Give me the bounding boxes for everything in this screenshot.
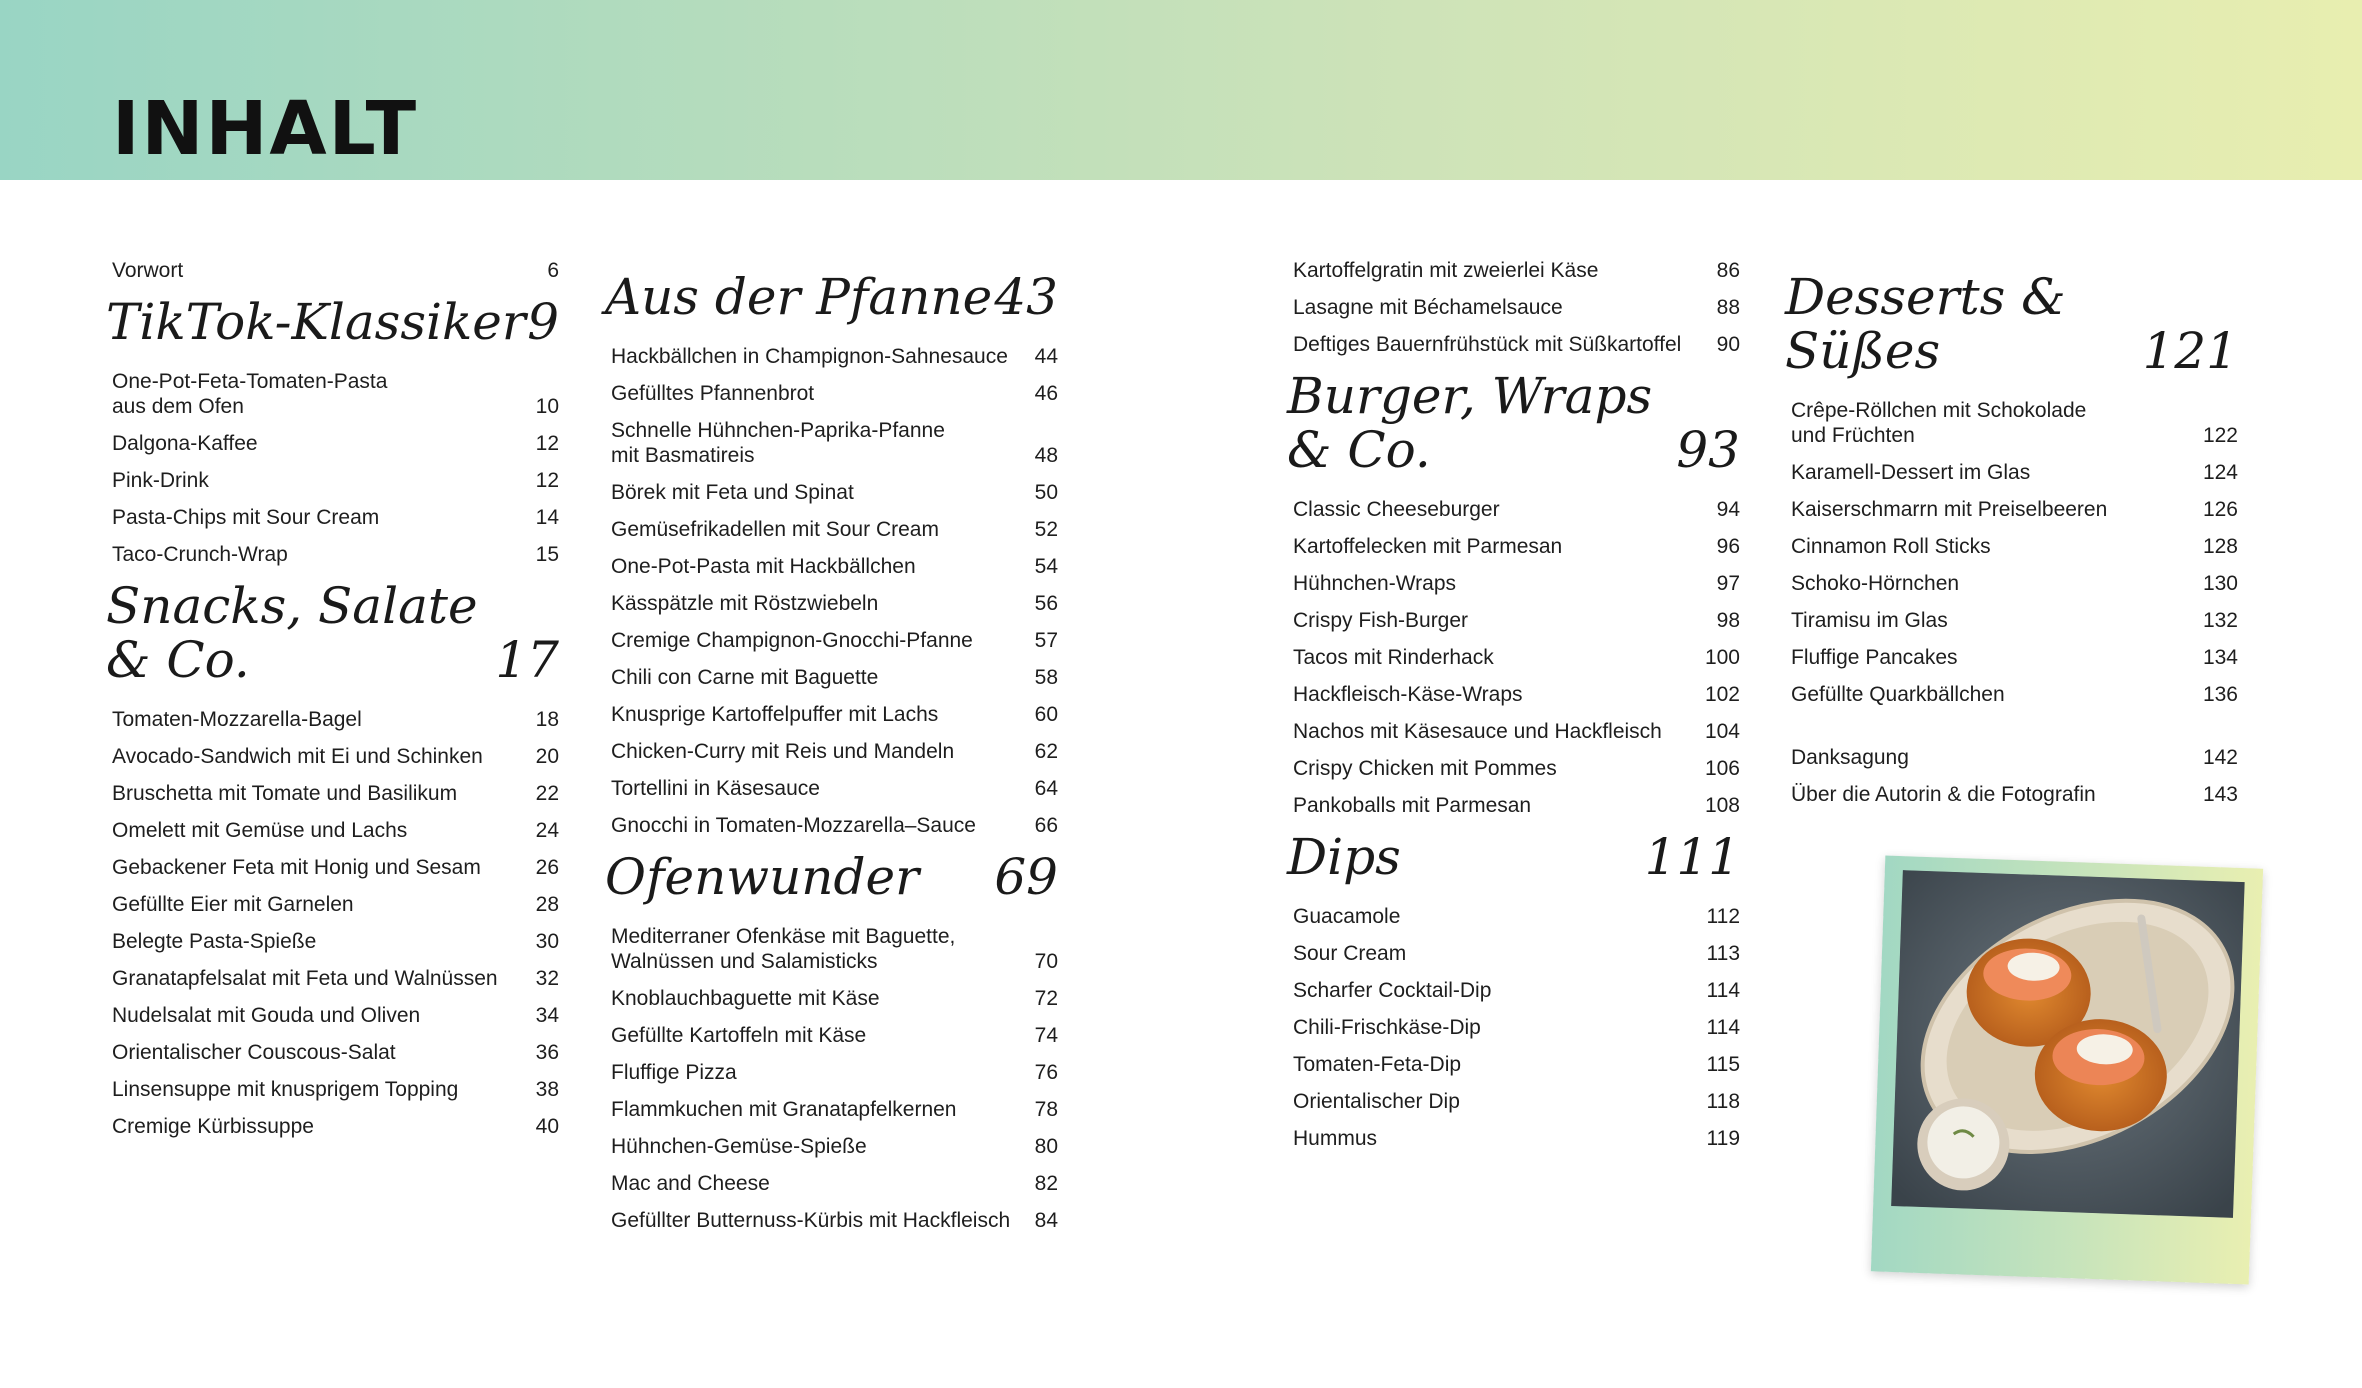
recipe-title: Karamell-Dessert im Glas [1791,461,2031,484]
page-number: 132 [2202,609,2238,632]
toc-entry[interactable] [1293,645,1740,670]
page-number: 94 [1716,498,1740,521]
recipe-title: Fluffige Pancakes [1791,646,1958,669]
toc-entry[interactable] [112,929,559,954]
toc-entry[interactable] [611,628,1058,653]
toc-entry[interactable] [611,1023,1058,1048]
recipe-title: Mac and Cheese [611,1172,770,1195]
page-number: 6 [547,259,559,282]
recipe-title: Kaiserschmarrn mit Preiselbeeren [1791,498,2108,521]
page-number: 143 [2202,783,2238,806]
page-number: 66 [1034,814,1058,837]
recipe-title: Sour Cream [1293,942,1407,965]
toc-entry[interactable] [112,258,559,283]
toc-entry[interactable] [112,468,559,493]
page-number: 10 [535,395,559,418]
toc-entry[interactable] [1293,332,1740,357]
toc-entry[interactable] [1293,258,1740,283]
recipe-title: Gefüllter Butternuss-Kürbis mit Hackfleisch [611,1209,1011,1232]
page-number: 44 [1034,345,1058,368]
recipe-title: Flammkuchen mit Granatapfelkernen [611,1098,957,1121]
page-number: 114 [1706,979,1740,1002]
toc-entry[interactable] [611,702,1058,727]
recipe-title: Schnelle Hühnchen-Paprika-Pfanne mit Basmatireis [611,419,945,467]
page-number: 97 [1716,572,1740,595]
page-number: 96 [1716,535,1740,558]
page-number: 78 [1034,1098,1058,1121]
page-number: 36 [535,1041,559,1064]
page-number: 69 [994,848,1058,906]
toc-entry[interactable] [1293,682,1740,707]
food-photo-illustration [1891,870,2245,1218]
page-number: 62 [1034,740,1058,763]
toc-entry[interactable] [1791,645,2238,670]
recipe-title: Hummus [1293,1127,1378,1150]
toc-entry[interactable] [1791,608,2238,633]
toc-entry[interactable] [611,739,1058,764]
recipe-title: Tomaten-Mozzarella-Bagel [112,708,362,731]
toc-entry[interactable] [112,1003,559,1028]
toc-entry[interactable] [1293,608,1740,633]
toc-entry[interactable] [112,1040,559,1065]
toc-entry[interactable] [611,1097,1058,1122]
toc-entry[interactable] [1293,571,1740,596]
toc-entry[interactable] [1293,1015,1740,1040]
page-number: 100 [1704,646,1740,669]
recipe-title: Classic Cheeseburger [1293,498,1500,521]
toc-entry[interactable] [611,1171,1058,1196]
toc-entry[interactable] [112,892,559,917]
page-number: 115 [1706,1053,1740,1076]
toc-column-2 [605,258,1058,1245]
recipe-title: Guacamole [1293,905,1401,928]
recipe-title: Crispy Chicken mit Pommes [1293,757,1557,780]
toc-entry[interactable] [611,813,1058,838]
page-number: 17 [495,631,559,689]
page-number: 119 [1706,1127,1740,1150]
toc-entry[interactable] [611,344,1058,369]
recipe-title: Mediterraner Ofenkäse mit Baguette, Walnüssen und Salamisticks [611,925,956,973]
toc-entry[interactable] [1293,1052,1740,1077]
toc-entry[interactable] [1791,782,2238,807]
recipe-title: Gefülltes Pfannenbrot [611,382,815,405]
section-title: Dips [1287,828,1401,886]
page-number: 112 [1706,905,1740,928]
toc-entry[interactable] [112,818,559,843]
recipe-title: Deftiges Bauernfrühstück mit Süßkartoffel [1293,333,1682,356]
page-number: 88 [1716,296,1740,319]
toc-entry[interactable] [1293,756,1740,781]
recipe-title: Hühnchen-Gemüse-Spieße [611,1135,867,1158]
page-number: 56 [1034,592,1058,615]
page-number: 38 [535,1078,559,1101]
page-number: 22 [535,782,559,805]
toc-column-3 [1287,258,1740,1163]
recipe-title: Nachos mit Käsesauce und Hackfleisch [1293,720,1662,743]
recipe-title: Tortellini in Käsesauce [611,777,820,800]
page-number: 121 [2142,322,2238,380]
page-number: 90 [1716,333,1740,356]
recipe-title: Cinnamon Roll Sticks [1791,535,1991,558]
toc-entry[interactable] [611,665,1058,690]
section-title: Snacks, Salate & Co. [106,577,478,689]
recipe-title: Taco-Crunch-Wrap [112,543,288,566]
page-number: 60 [1034,703,1058,726]
page-number: 86 [1716,259,1740,282]
page-number: 18 [535,708,559,731]
toc-entry[interactable] [1293,719,1740,744]
page-number: 30 [535,930,559,953]
recipe-title: Pink-Drink [112,469,209,492]
recipe-title: Gefüllte Eier mit Garnelen [112,893,354,916]
recipe-title: Kartoffelecken mit Parmesan [1293,535,1563,558]
toc-entry[interactable] [611,480,1058,505]
section-heading-dips [1287,830,1740,884]
page-number: 20 [535,745,559,768]
recipe-title: Knoblauchbaguette mit Käse [611,987,880,1010]
page-number: 24 [535,819,559,842]
recipe-title: Hackfleisch-Käse-Wraps [1293,683,1523,706]
page-number: 40 [535,1115,559,1138]
recipe-title: Gebackener Feta mit Honig und Sesam [112,856,481,879]
page-number: 12 [535,432,559,455]
toc-entry[interactable] [611,418,1058,468]
page-number: 12 [535,469,559,492]
spacer [1791,719,2238,745]
recipe-title: Hühnchen-Wraps [1293,572,1457,595]
toc-entry[interactable] [611,776,1058,801]
recipe-title: Hackbällchen in Champignon-Sahnesauce [611,345,1008,368]
recipe-title: One-Pot-Feta-Tomaten-Pasta aus dem Ofen [112,370,388,418]
recipe-title: Börek mit Feta und Spinat [611,481,854,504]
toc-entry[interactable] [112,505,559,530]
page-number: 84 [1034,1209,1058,1232]
toc-entry[interactable] [112,855,559,880]
toc-entry[interactable] [1791,745,2238,770]
recipe-title: Fluffige Pizza [611,1061,737,1084]
toc-entry[interactable] [112,966,559,991]
page-number: 64 [1034,777,1058,800]
recipe-title: Danksagung [1791,746,1909,769]
page-number: 118 [1706,1090,1740,1113]
toc-entry[interactable] [611,924,1058,974]
toc-entry[interactable] [611,1208,1058,1233]
page-number: 104 [1704,720,1740,743]
recipe-title: Omelett mit Gemüse und Lachs [112,819,408,842]
page-number: 76 [1034,1061,1058,1084]
recipe-title: Kässpätzle mit Röstzwiebeln [611,592,879,615]
header-gradient-band [0,0,2362,180]
section-title: Desserts & Süßes [1785,268,2066,380]
section-heading-ofenwunder [605,850,1058,904]
page-number: 48 [1034,444,1058,467]
page-number: 98 [1716,609,1740,632]
page-number: 43 [994,268,1058,326]
recipe-title: One-Pot-Pasta mit Hackbällchen [611,555,916,578]
toc-entry[interactable] [1791,682,2238,707]
recipe-title: Nudelsalat mit Gouda und Oliven [112,1004,421,1027]
page-title: INHALT [112,86,419,172]
toc-entry[interactable] [611,1060,1058,1085]
recipe-title: Dalgona-Kaffee [112,432,258,455]
recipe-title: Über die Autorin & die Fotografin [1791,783,2096,806]
section-heading-aus-der-pfanne [605,270,1058,324]
recipe-title: Granatapfelsalat mit Feta und Walnüssen [112,967,498,990]
toc-entry[interactable] [611,381,1058,406]
recipe-title: Gemüsefrikadellen mit Sour Cream [611,518,939,541]
section-title: Burger, Wraps & Co. [1287,367,1653,479]
recipe-title: Knusprige Kartoffelpuffer mit Lachs [611,703,939,726]
toc-entry[interactable] [1293,295,1740,320]
section-heading-desserts-s-es [1785,270,2238,378]
recipe-title: Avocado-Sandwich mit Ei und Schinken [112,745,483,768]
recipe-title: Lasagne mit Béchamelsauce [1293,296,1563,319]
page-number: 58 [1034,666,1058,689]
section-title: Ofenwunder [605,848,919,906]
recipe-title: Pankoballs mit Parmesan [1293,794,1532,817]
section-heading-tiktok-klassiker [106,295,559,349]
page-number: 93 [1676,421,1740,479]
toc-entry[interactable] [1293,978,1740,1003]
toc-entry[interactable] [1293,1089,1740,1114]
page-number: 124 [2202,461,2238,484]
toc-entry[interactable] [611,554,1058,579]
page-number: 72 [1034,987,1058,1010]
recipe-title: Tomaten-Feta-Dip [1293,1053,1462,1076]
recipe-title: Cremige Champignon-Gnocchi-Pfanne [611,629,973,652]
toc-entry[interactable] [112,781,559,806]
page-number: 26 [535,856,559,879]
recipe-title: Chicken-Curry mit Reis und Mandeln [611,740,955,763]
recipe-title: Gefüllte Kartoffeln mit Käse [611,1024,867,1047]
page-number: 130 [2202,572,2238,595]
food-photo-polaroid [1871,856,2263,1285]
recipe-title: Kartoffelgratin mit zweierlei Käse [1293,259,1599,282]
page-number: 46 [1034,382,1058,405]
recipe-title: Crêpe-Röllchen mit Schokolade und Früchten [1791,399,2087,447]
page-number: 136 [2202,683,2238,706]
recipe-title: Chili con Carne mit Baguette [611,666,879,689]
recipe-title: Crispy Fish-Burger [1293,609,1469,632]
page-number: 113 [1706,942,1740,965]
toc-entry[interactable] [112,1077,559,1102]
page-number: 50 [1034,481,1058,504]
page-number: 14 [535,506,559,529]
toc-entry[interactable] [611,517,1058,542]
page-number: 102 [1704,683,1740,706]
page-number: 15 [535,543,559,566]
toc-entry[interactable] [1791,398,2238,448]
toc-entry[interactable] [611,986,1058,1011]
page-number: 34 [535,1004,559,1027]
page-number: 28 [535,893,559,916]
page-number: 126 [2202,498,2238,521]
recipe-title: Orientalischer Couscous-Salat [112,1041,396,1064]
toc-entry[interactable] [611,591,1058,616]
toc-entry[interactable] [1791,460,2238,485]
recipe-title: Tiramisu im Glas [1791,609,1948,632]
recipe-title: Pasta-Chips mit Sour Cream [112,506,380,529]
toc-entry[interactable] [1791,571,2238,596]
toc-entry[interactable] [1293,904,1740,929]
page-number: 57 [1034,629,1058,652]
recipe-title: Scharfer Cocktail-Dip [1293,979,1492,1002]
toc-column-4 [1785,258,2238,819]
recipe-title: Cremige Kürbissuppe [112,1115,314,1138]
page-number: 111 [1644,828,1740,886]
page-number: 74 [1034,1024,1058,1047]
toc-entry[interactable] [112,744,559,769]
section-title: TikTok-Klassiker [106,293,526,351]
page-number: 106 [1704,757,1740,780]
toc-entry[interactable] [1293,534,1740,559]
section-heading-snacks-salate-co [106,579,559,687]
toc-column-1 [106,258,559,1151]
page-number: 122 [2202,424,2238,447]
toc-entry[interactable] [1293,497,1740,522]
page-number: 52 [1034,518,1058,541]
toc-entry[interactable] [112,369,559,419]
page-number: 80 [1034,1135,1058,1158]
recipe-title: Tacos mit Rinderhack [1293,646,1494,669]
recipe-title: Gnocchi in Tomaten-Mozzarella–Sauce [611,814,976,837]
toc-entry[interactable] [112,707,559,732]
page-number: 128 [2202,535,2238,558]
potato-pancakes-salmon-photo [1891,870,2245,1218]
page-number: 134 [2202,646,2238,669]
page-number: 9 [527,293,559,351]
section-title: Aus der Pfanne [605,268,993,326]
recipe-title: Bruschetta mit Tomate und Basilikum [112,782,458,805]
page-number: 70 [1034,950,1058,973]
page-number: 32 [535,967,559,990]
toc-entry[interactable] [611,1134,1058,1159]
page-number: 54 [1034,555,1058,578]
toc-entry[interactable] [112,431,559,456]
recipe-title: Schoko-Hörnchen [1791,572,1960,595]
toc-entry[interactable] [1293,1126,1740,1151]
toc-entry[interactable] [1293,793,1740,818]
recipe-title: Chili-Frischkäse-Dip [1293,1016,1481,1039]
toc-entry[interactable] [1293,941,1740,966]
toc-entry[interactable] [112,1114,559,1139]
recipe-title: Vorwort [112,259,184,282]
toc-entry[interactable] [1791,534,2238,559]
recipe-title: Linsensuppe mit knusprigem Topping [112,1078,459,1101]
page-number: 82 [1034,1172,1058,1195]
recipe-title: Belegte Pasta-Spieße [112,930,317,953]
toc-entry[interactable] [112,542,559,567]
page-number: 142 [2202,746,2238,769]
page-number: 108 [1704,794,1740,817]
toc-entry[interactable] [1791,497,2238,522]
section-heading-burger-wraps-co [1287,369,1740,477]
recipe-title: Gefüllte Quarkbällchen [1791,683,2005,706]
page-number: 114 [1706,1016,1740,1039]
recipe-title: Orientalischer Dip [1293,1090,1460,1113]
